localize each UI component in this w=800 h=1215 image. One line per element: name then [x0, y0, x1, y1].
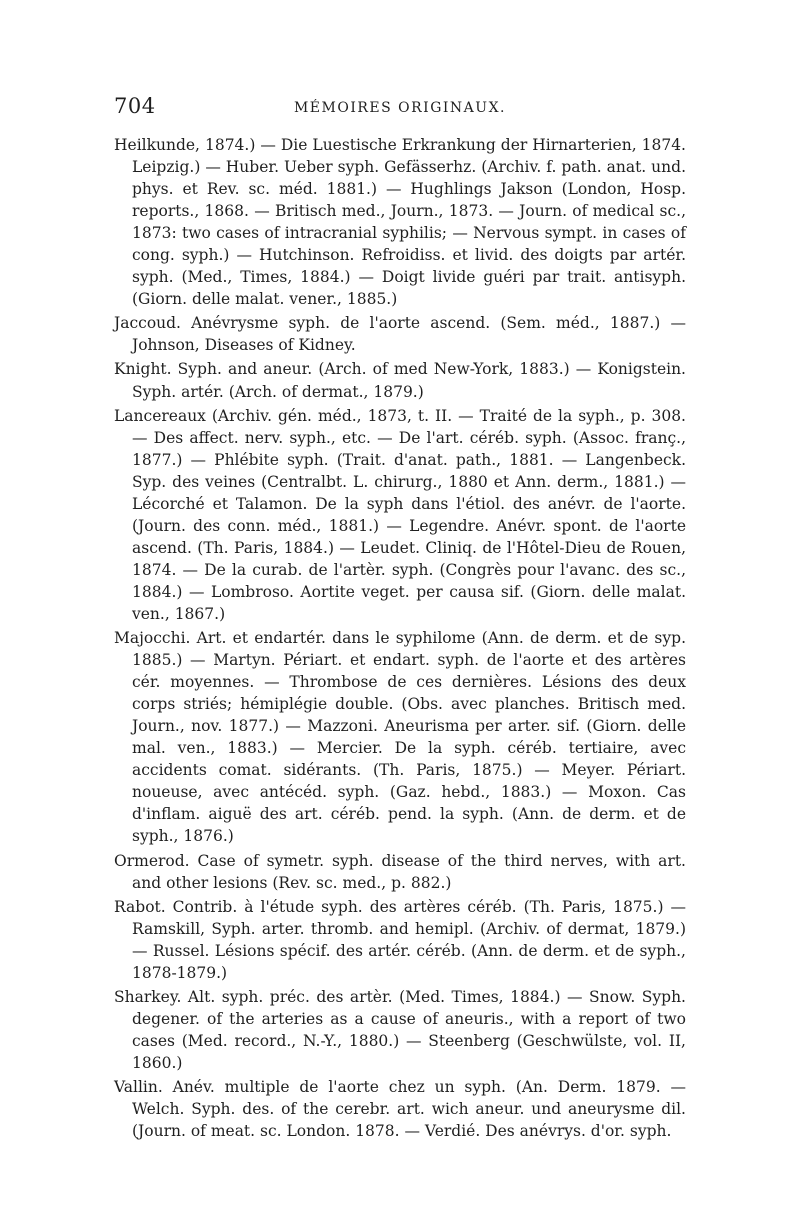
bibliography-entry: Ormerod. Case of symetr. syph. disease of the third nerves, with art. and other lesions (Rev. sc. med., p. 882.) — [114, 851, 686, 892]
bibliography-entry: Majocchi. Art. et endartér. dans le syphilome (Ann. de derm. et de syp. 1885.) — Martyn. Périart. et endart. syph. de l'aorte et des artères cér. moyennes. — Thrombose de ces dernières. Lésions des deux corps striés; hémiplégie double. (Obs. avec planches. Britisch med. Journ., nov. 1877.) — Mazzoni. Aneurisma per arter. sif. (Giorn. delle mal. ven., 1883.) — Mercier. De la syph. céréb. tertiaire, avec accidents comat. sidérants. (Th. Paris, 1875.) — Meyer. Périart. noueuse, avec antécéd. syph. (Gaz. hebd., 1883.) — Moxon. Cas d'inflam. aiguë des art. céréb. pend. la syph. (Ann. de derm. et de syph., 1876.) — [114, 629, 686, 846]
page-number: 704 — [114, 94, 156, 118]
bibliography-entry: Sharkey. Alt. syph. préc. des artèr. (Med. Times, 1884.) — Snow. Syph. degener. of the arteries as a cause of aneuris., with a report of two cases (Med. record., N.-Y., 1880.) — Steenberg (Geschwülste, vol. II, 1860.) — [114, 987, 686, 1072]
bibliography-entry: Knight. Syph. and aneur. (Arch. of med New-York, 1883.) — Konigstein. Syph. artér. (Arch. of dermat., 1879.) — [114, 360, 686, 401]
bibliography-entry: Rabot. Contrib. à l'étude syph. des artères céréb. (Th. Paris, 1875.) — Ramskill, Syph. arter. thromb. and hemipl. (Archiv. of dermat, 1879.) — Russel. Lésions spécif. des artér. céréb. (Ann. de derm. et de syph., 1878-1879.) — [114, 897, 686, 982]
bibliography-entry: Heilkunde, 1874.) — Die Luestische Erkrankung der Hirnarterien, 1874. Leipzig.) — Huber. Ueber syph. Gefässerhz. (Archiv. f. path. anat. und. phys. et Rev. sc. méd. 1881.) — Hughlings Jakson (London, Hosp. reports., 1868. — Britisch med., Journ., 1873. — Journ. of medical sc., 1873: two cases of intracranial syphilis; — Nervous sympt. in cases of cong. syph.) — Hutchinson. Refroidiss. et livid. des doigts par artér. syph. (Med., Times, 1884.) — Doigt livide guéri par trait. antisyph. (Giorn. delle malat. vener., 1885.) — [114, 136, 686, 309]
bibliography-body — [114, 134, 686, 1142]
bibliography-entry: Vallin. Anév. multiple de l'aorte chez un syph. (An. Derm. 1879. — Welch. Syph. des. of the cerebr. art. wich aneur. und aneurysme dil. (Journ. of meat. sc. London. 1878. — Verdié. Des anévrys. d'or. syph. — [114, 1077, 686, 1141]
bibliography-entry: Lancereaux (Archiv. gén. méd., 1873, t. II. — Traité de la syph., p. 308. — Des affect. nerv. syph., etc. — De l'art. céréb. syph. (Assoc. franç., 1877.) — Phlébite syph. (Trait. d'anat. path., 1881. — Langenbeck. Syp. des veines (Centralbt. L. chirurg., 1880 et Ann. derm., 1881.) — Lécorché et Talamon. De la syph dans l'étiol. des anévr. de l'aorte. (Journ. des conn. méd., 1881.) — Legendre. Anévr. spont. de l'aorte ascend. (Th. Paris, 1884.) — Leudet. Cliniq. de l'Hôtel-Dieu de Rouen, 1874. — De la curab. de l'artèr. syph. (Congrès pour l'avanc. des sc., 1884.) — Lombroso. Aortite veget. per causa sif. (Giorn. delle malat. ven., 1867.) — [114, 406, 686, 623]
bibliography-entry: Jaccoud. Anévrysme syph. de l'aorte ascend. (Sem. méd., 1887.) — Johnson, Diseases of Kidney. — [114, 314, 686, 355]
running-title: MÉMOIRES ORIGINAUX. — [293, 100, 507, 116]
